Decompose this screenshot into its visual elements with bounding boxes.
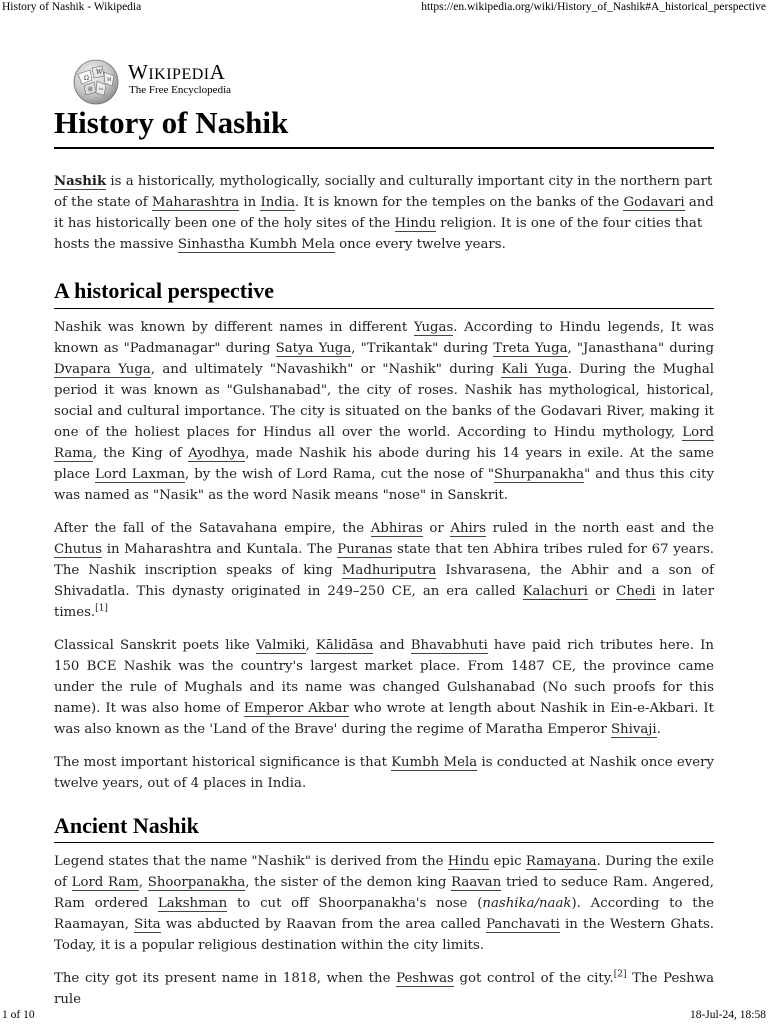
link[interactable]: Yugas	[413, 319, 454, 335]
svg-text:W: W	[96, 69, 103, 76]
link[interactable]: Sinhastha Kumbh Mela	[177, 237, 335, 253]
print-url[interactable]: https://en.wikipedia.org/wiki/History_of_Nashik#A_historical_perspective	[421, 1, 766, 13]
link[interactable]: Shurpanakha	[494, 466, 585, 482]
section-historical-perspective	[54, 277, 714, 794]
link[interactable]: Godavari	[623, 195, 685, 211]
link[interactable]: Chedi	[616, 583, 656, 599]
link[interactable]: Treta Yuga	[493, 340, 568, 356]
link[interactable]: Lord Rama	[54, 424, 714, 461]
link[interactable]: Raavan	[451, 875, 502, 891]
link[interactable]: Lord Ram	[71, 875, 139, 891]
link[interactable]: Hindu	[394, 216, 436, 232]
link[interactable]: Emperor Akbar	[243, 700, 349, 716]
citation-1[interactable]: [1]	[95, 603, 108, 614]
link[interactable]: Kalachuri	[522, 583, 588, 599]
print-page-number: 1 of 10	[2, 1009, 35, 1021]
citation-2[interactable]: [2]	[613, 969, 627, 980]
page-title: History of Nashik	[54, 104, 714, 149]
wikipedia-globe-icon	[72, 58, 120, 106]
wikipedia-wordmark: WIKIPEDIA	[128, 60, 226, 84]
link[interactable]: Madhuriputra	[341, 562, 437, 578]
paragraph: The city got its present name in 1818, when the Peshwas got control of the city.[2] The Peshwa rule	[54, 969, 715, 1008]
link[interactable]: Valmiki	[255, 637, 306, 653]
link[interactable]: Dvapara Yuga	[54, 361, 151, 377]
link[interactable]: Chutus	[54, 541, 103, 557]
link[interactable]: Satya Yuga	[275, 340, 352, 356]
svg-text:維: 維	[88, 87, 94, 93]
print-footer	[0, 1006, 768, 1024]
section-ancient-nashik	[54, 812, 714, 1011]
link[interactable]: Lord Laxman	[95, 466, 186, 482]
link[interactable]: Hindu	[447, 854, 490, 870]
link[interactable]: Kali Yuga	[501, 361, 568, 377]
section-heading: A historical perspective	[54, 277, 714, 309]
link[interactable]: Maharashtra	[151, 195, 240, 211]
link[interactable]: Abhiras	[370, 520, 423, 536]
link[interactable]: Peshwas	[396, 971, 454, 987]
paragraph: Classical Sanskrit poets like Valmiki, Kālidāsa and Bhavabhuti have paid rich tributes here. In 150 BCE Nashik was the country's largest market place. From 1487 CE, the province came under the rule of Mughals and its name was changed Gulshanabad (No such proofs for this name). It was also home of Emperor Akbar who wrote at length about Nashik in Ein-e-Akbari. It was also known as the 'Land of the Brave' during the regime of Maratha Emperor Shivaji.	[54, 637, 714, 737]
print-timestamp: 18-Jul-24, 18:58	[689, 1009, 766, 1021]
link[interactable]: Bhavabhuti	[410, 637, 488, 653]
link[interactable]: Puranas	[337, 541, 393, 557]
section-heading: Ancient Nashik	[54, 812, 714, 844]
wikipedia-tagline: The Free Encyclopedia	[129, 84, 232, 96]
link[interactable]: Nashik	[54, 174, 107, 190]
link[interactable]: Shivaji	[610, 721, 657, 737]
link[interactable]: Sita	[134, 917, 161, 933]
print-page-title: History of Nashik - Wikipedia	[2, 1, 142, 13]
paragraph: After the fall of the Satavahana empire, the Abhiras or Ahirs ruled in the north east and the Chutus in Maharashtra and Kuntala. The Puranas state that ten Abhira tribes ruled for 67 years. The Nashik inscription speaks of king Madhuriputra Ishvarasena, the Abhir and a son of Shivadatla. This dynasty originated in 249–250 CE, an era called Kalachuri or Chedi in later times.[1]	[54, 520, 714, 620]
link[interactable]: Panchavati	[486, 917, 560, 933]
link[interactable]: India	[260, 195, 295, 211]
link[interactable]: Lakshman	[157, 896, 228, 912]
print-header	[0, 0, 768, 18]
paragraph: The most important historical significance is that Kumbh Mela is conducted at Nashik once every twelve years, out of 4 places in India.	[54, 754, 715, 791]
italic-term: nashika/naak	[482, 896, 572, 912]
link[interactable]: Ayodhya	[188, 445, 246, 461]
article-content	[54, 104, 714, 1022]
svg-text:Ω: Ω	[84, 75, 89, 82]
link[interactable]: Ahirs	[450, 520, 486, 536]
link[interactable]: Shoorpanakha	[147, 875, 246, 891]
svg-text:И: И	[107, 77, 112, 83]
paragraph: Nashik was known by different names in different Yugas. According to Hindu legends, It was known as "Padmanagar" during Satya Yuga, "Trikantak" during Treta Yuga, "Janasthana" during Dvapara Yuga, and ultimately "Navashikh" or "Nashik" during Kali Yuga. During the Mughal period it was known as "Gulshanabad", the city of roses. Nashik has mythological, historical, social and cultural importance. The city is situated on the banks of the Godavari River, making it one of the holiest places for Hindus all over the world. According to Hindu mythology, Lord Rama, the King of Ayodhya, made Nashik his abode during his 14 years in exile. At the same place Lord Laxman, by the wish of Lord Rama, cut the nose of "Shurpanakha" and thus this city was named as "Nasik" as the word Nasik means "nose" in Sanskrit.	[54, 319, 714, 503]
link[interactable]: Kālidāsa	[315, 637, 374, 653]
link[interactable]: Kumbh Mela	[391, 754, 478, 770]
svg-text:ω: ω	[99, 86, 104, 92]
wikipedia-logo[interactable]	[72, 56, 272, 108]
paragraph: Legend states that the name "Nashik" is derived from the Hindu epic Ramayana. During the exile of Lord Ram, Shoorpanakha, the sister of the demon king Raavan tried to seduce Ram. Angered, Ram ordered Lakshman to cut off Shoorpanakha's nose (nashika/naak). According to the Raamayan, Sita was abducted by Raavan from the area called Panchavati in the Western Ghats. Today, it is a popular religious destination within the city limits.	[54, 854, 715, 954]
lead-paragraph: Nashik is a historically, mythologically, socially and culturally important city in the northern part of the state of Maharashtra in India. It is known for the temples on the banks of the Godavari and it has historically been one of the holy sites of the Hindu religion. It is one of the four cities that hosts the massive Sinhastha Kumbh Mela once every twelve years.	[54, 174, 714, 253]
link[interactable]: Ramayana	[525, 854, 597, 870]
